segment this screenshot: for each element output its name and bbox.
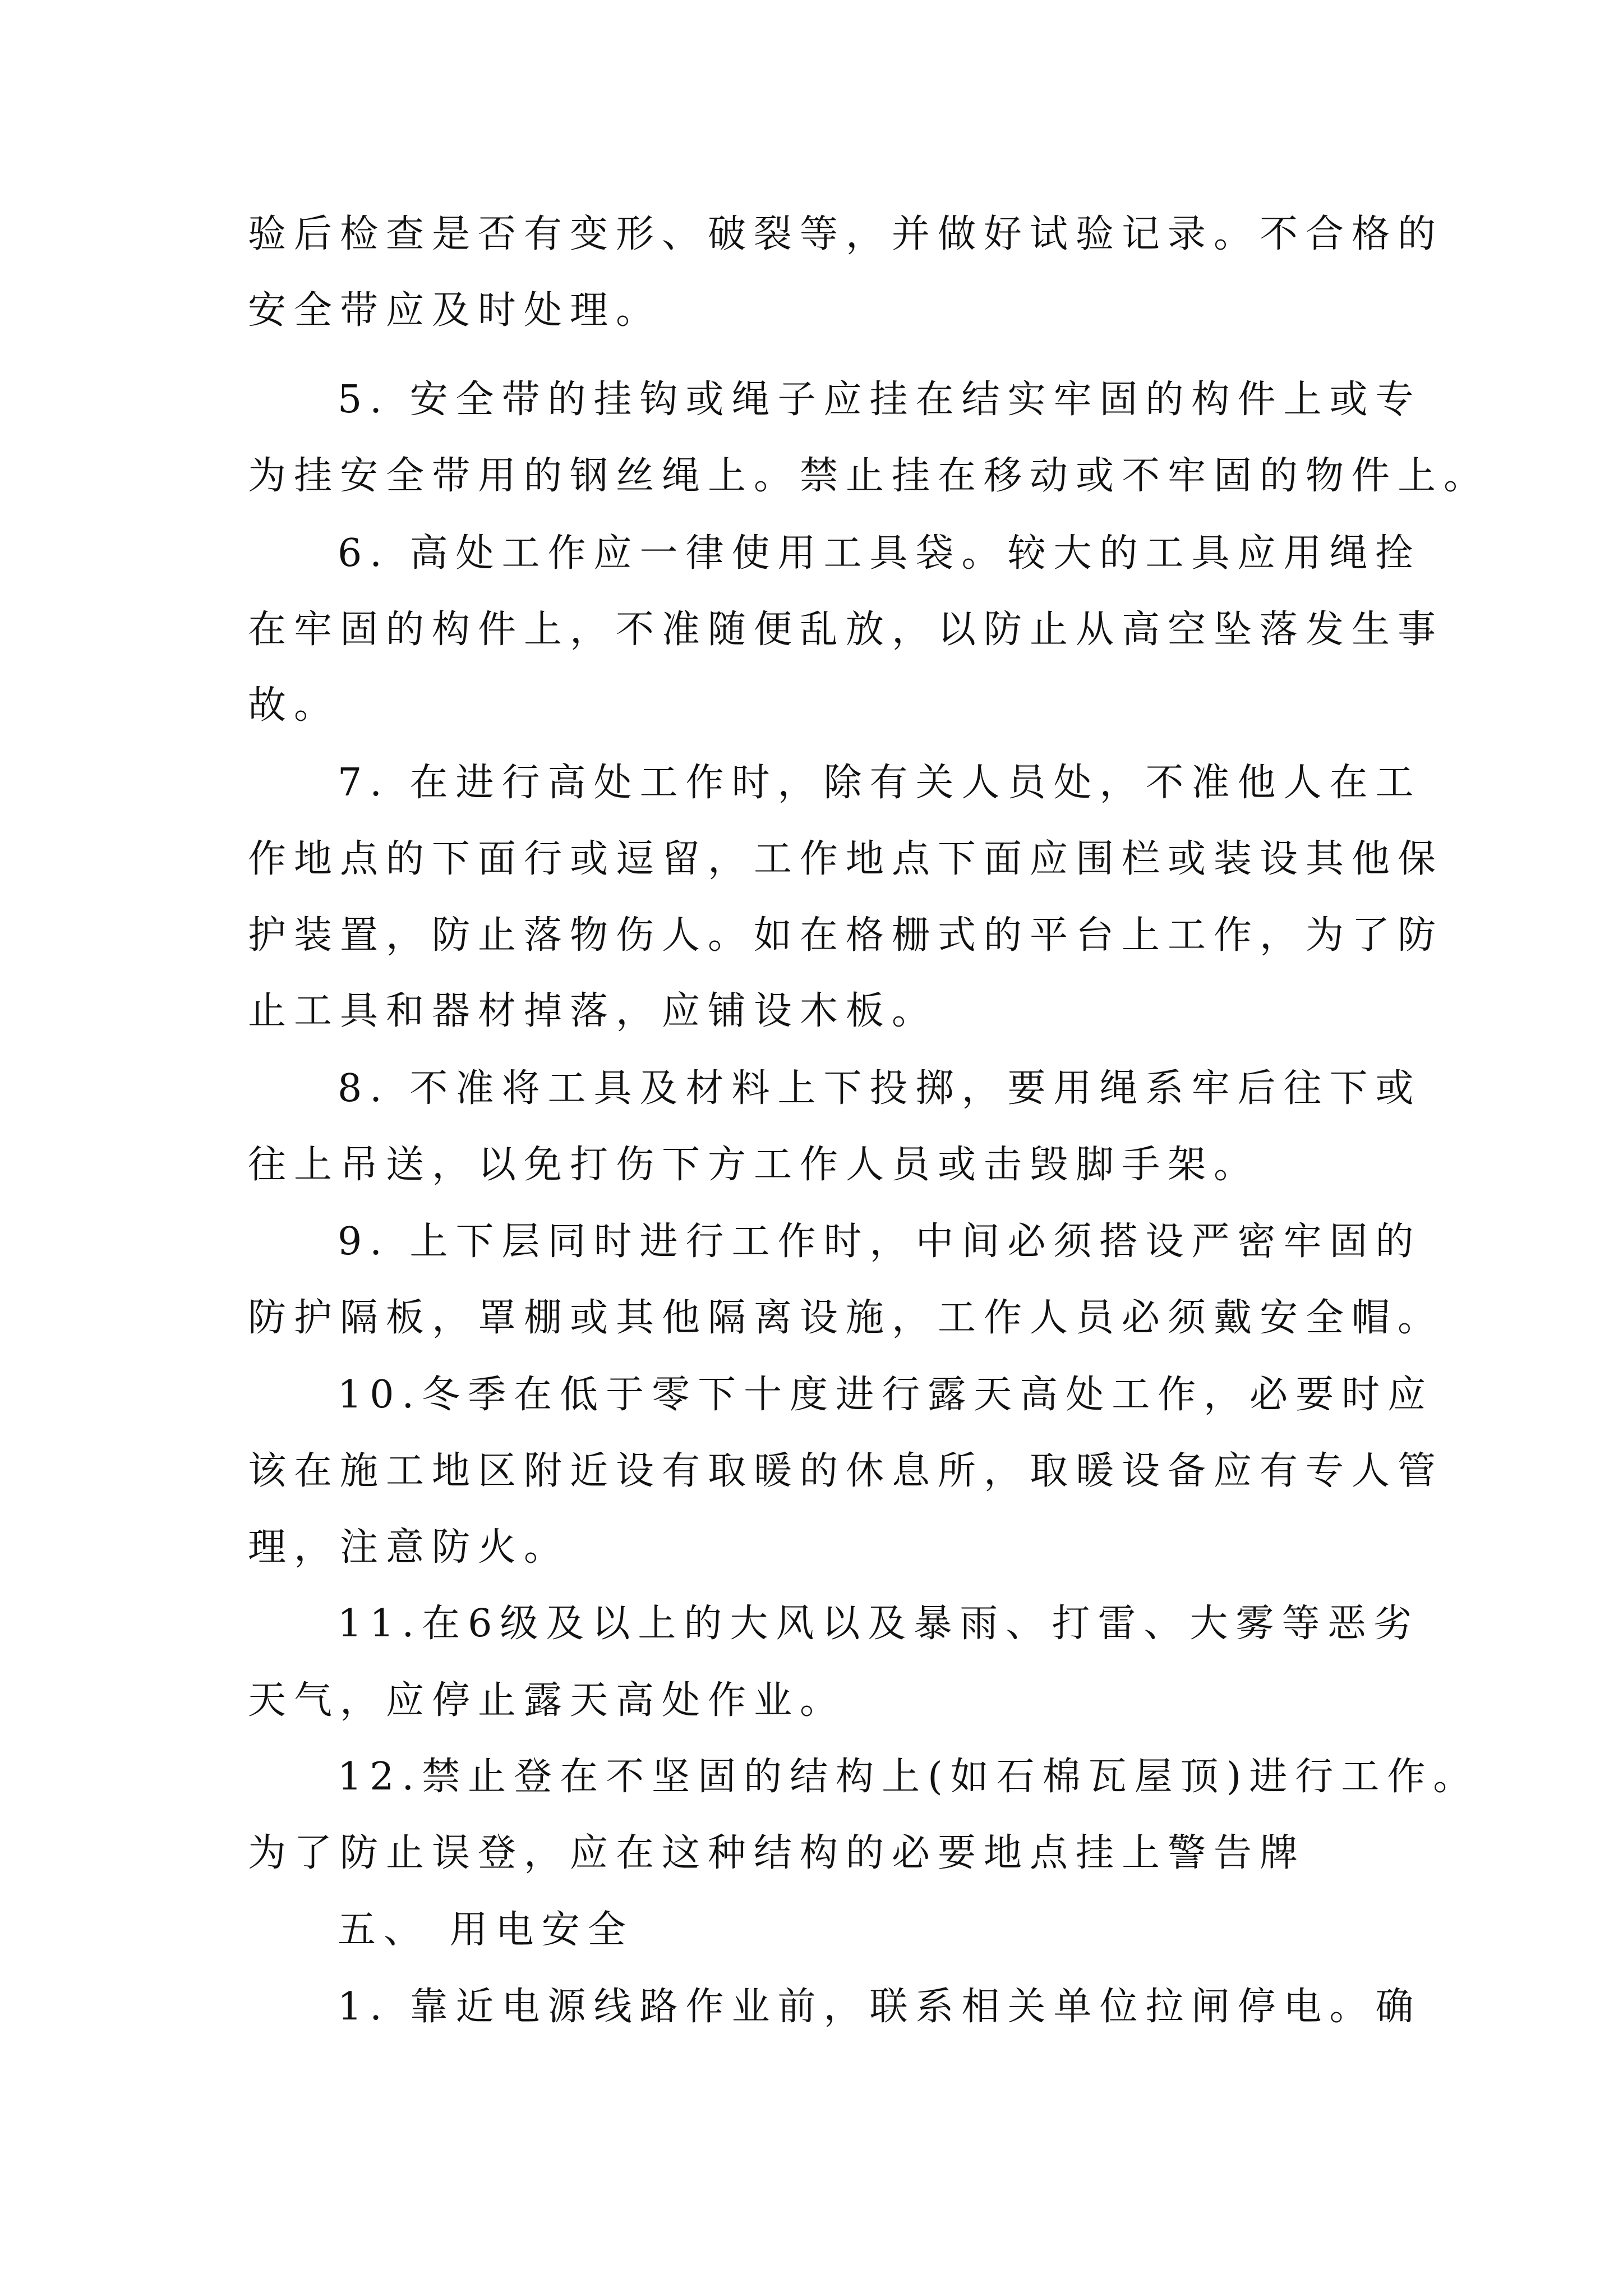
text-line: 在牢固的构件上，不准随便乱放，以防止从高空坠落发生事 [248, 608, 1444, 652]
text-line: 天气，应停止露天高处作业。 [248, 1678, 846, 1723]
text-line: 理，注意防火。 [248, 1525, 570, 1570]
text-line: 止工具和器材掉落，应铺设木板。 [248, 989, 938, 1033]
paragraph-line: 10.冬季在低于零下十度进行露天高处工作，必要时应 [338, 1373, 1434, 1417]
paragraph-line: 11.在6级及以上的大风以及暴雨、打雷、大雾等恶劣 [338, 1602, 1420, 1646]
paragraph-line: 8. 不准将工具及材料上下投掷，要用绳系牢后往下或 [338, 1066, 1422, 1111]
paragraph-line: 9. 上下层同时进行工作时，中间必须搭设严密牢固的 [338, 1220, 1422, 1264]
paragraph-line: 1. 靠近电源线路作业前，联系相关单位拉闸停电。确 [338, 1985, 1422, 2029]
text-line: 为了防止误登，应在这种结构的必要地点挂上警告牌 [248, 1831, 1306, 1875]
text-line: 安全带应及时处理。 [248, 288, 662, 333]
text-line: 故。 [248, 683, 340, 728]
text-line: 作地点的下面行或逗留，工作地点下面应围栏或装设其他保 [248, 837, 1444, 881]
text-line: 该在施工地区附近设有取暖的休息所，取暖设备应有专人管 [248, 1449, 1444, 1493]
text-line: 为挂安全带用的钢丝绳上。禁止挂在移动或不牢固的物件上。 [248, 454, 1490, 498]
paragraph-line: 12.禁止登在不坚固的结构上(如石棉瓦屋顶)进行工作。 [338, 1755, 1479, 1799]
text-line: 护装置，防止落物伤人。如在格栅式的平台上工作，为了防 [248, 913, 1444, 958]
paragraph-line: 5. 安全带的挂钩或绳子应挂在结实牢固的构件上或专 [338, 378, 1422, 422]
section-heading: 五、 用电安全 [338, 1908, 634, 1952]
text-line: 防护隔板，罩棚或其他隔离设施，工作人员必须戴安全帽。 [248, 1296, 1444, 1340]
text-line: 验后检查是否有变形、破裂等，并做好试验记录。不合格的 [248, 212, 1444, 256]
text-line: 往上吊送，以免打伤下方工作人员或击毁脚手架。 [248, 1143, 1260, 1187]
paragraph-line: 7. 在进行高处工作时，除有关人员处，不准他人在工 [338, 761, 1422, 805]
paragraph-line: 6. 高处工作应一律使用工具袋。较大的工具应用绳拴 [338, 531, 1422, 576]
